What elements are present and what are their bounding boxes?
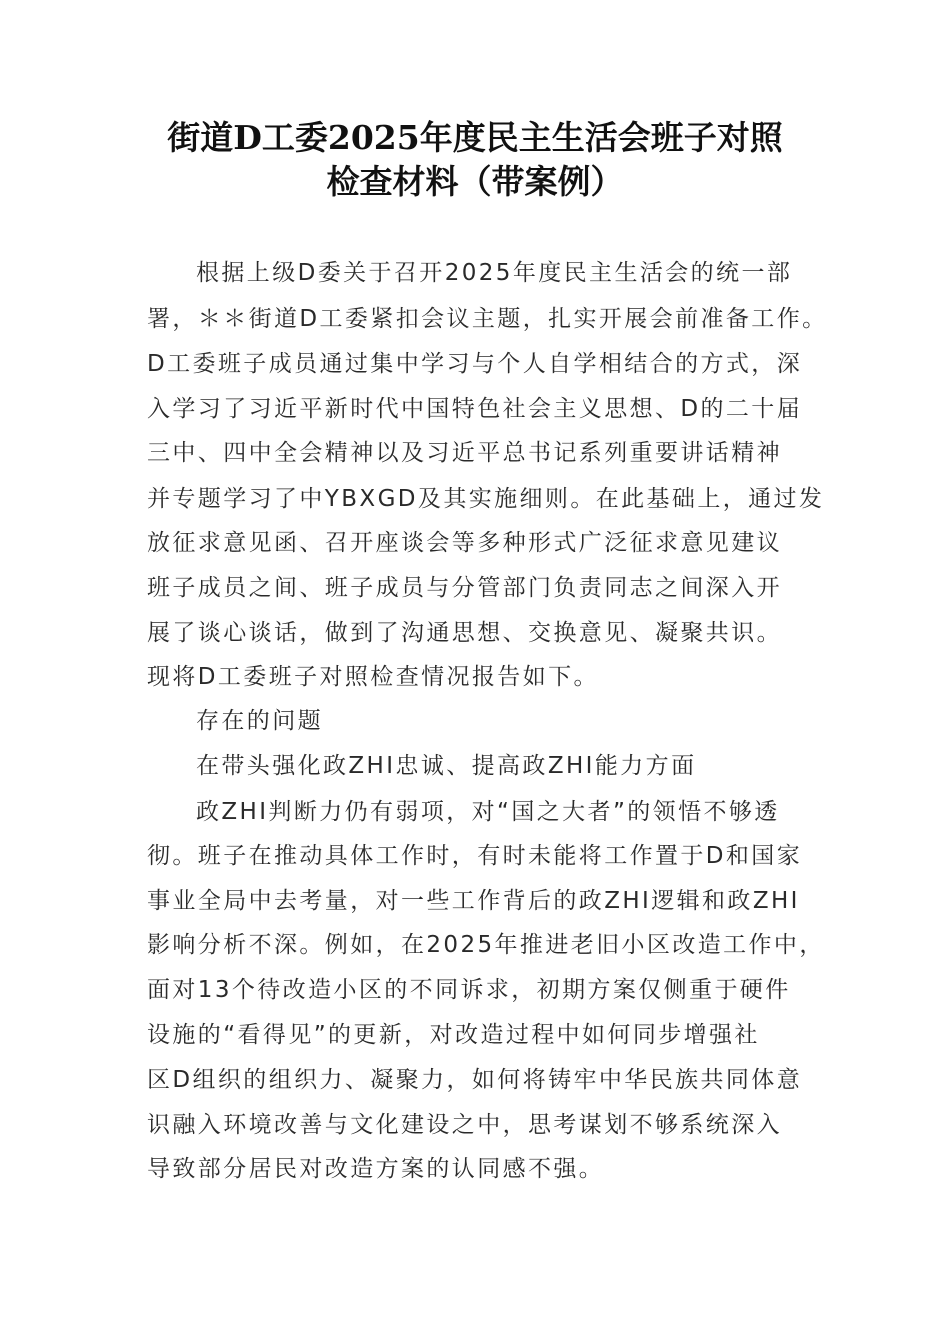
body-line: 区D组织的组织力、凝聚力，如何将铸牢中华民族共同体意	[147, 1067, 803, 1093]
body-line: 彻。班子在推动具体工作时，有时未能将工作置于D和国家	[147, 843, 803, 869]
body-line: 入学习了习近平新时代中国特色社会主义思想、D的二十届	[147, 396, 803, 422]
section-heading-problems: 存在的问题	[196, 708, 323, 734]
body-line: 识融入环境改善与文化建设之中，思考谋划不够系统深入	[147, 1112, 782, 1138]
body-line: 设施的“看得见”的更新，对改造过程中如何同步增强社	[147, 1022, 760, 1048]
body-line: 事业全局中去考量，对一些工作背后的政ZHI逻辑和政ZHI	[147, 888, 800, 914]
body-line: 影响分析不深。例如，在2025年推进老旧小区改造工作中，	[147, 932, 825, 958]
document-title-line-2: 检查材料（带案例）	[326, 162, 624, 201]
body-line: 署，＊＊街道D工委紧扣会议主题，扎实开展会前准备工作。	[147, 306, 828, 332]
body-line: D工委班子成员通过集中学习与个人自学相结合的方式，深	[147, 351, 803, 377]
body-line: 政ZHI判断力仍有弱项，对“国之大者”的领悟不够透	[196, 799, 780, 825]
body-line: 导致部分居民对改造方案的认同感不强。	[147, 1156, 605, 1182]
body-line: 班子成员之间、班子成员与分管部门负责同志之间深入开	[147, 575, 782, 601]
body-line: 面对13个待改造小区的不同诉求，初期方案仅侧重于硬件	[147, 977, 791, 1003]
body-line: 并专题学习了中YBXGD及其实施细则。在此基础上，通过发	[147, 486, 825, 512]
body-line: 放征求意见函、召开座谈会等多种形式广泛征求意见建议	[147, 530, 782, 556]
body-line: 现将D工委班子对照检查情况报告如下。	[147, 664, 599, 690]
body-line: 展了谈心谈话，做到了沟通思想、交换意见、凝聚共识。	[147, 620, 782, 646]
document-title-line-1: 街道D工委2025年度民主生活会班子对照	[167, 118, 783, 157]
subsection-heading: 在带头强化政ZHI忠诚、提高政ZHI能力方面	[196, 753, 697, 779]
body-line: 根据上级D委关于召开2025年度民主生活会的统一部	[196, 260, 793, 286]
body-line: 三中、四中全会精神以及习近平总书记系列重要讲话精神	[147, 440, 782, 466]
